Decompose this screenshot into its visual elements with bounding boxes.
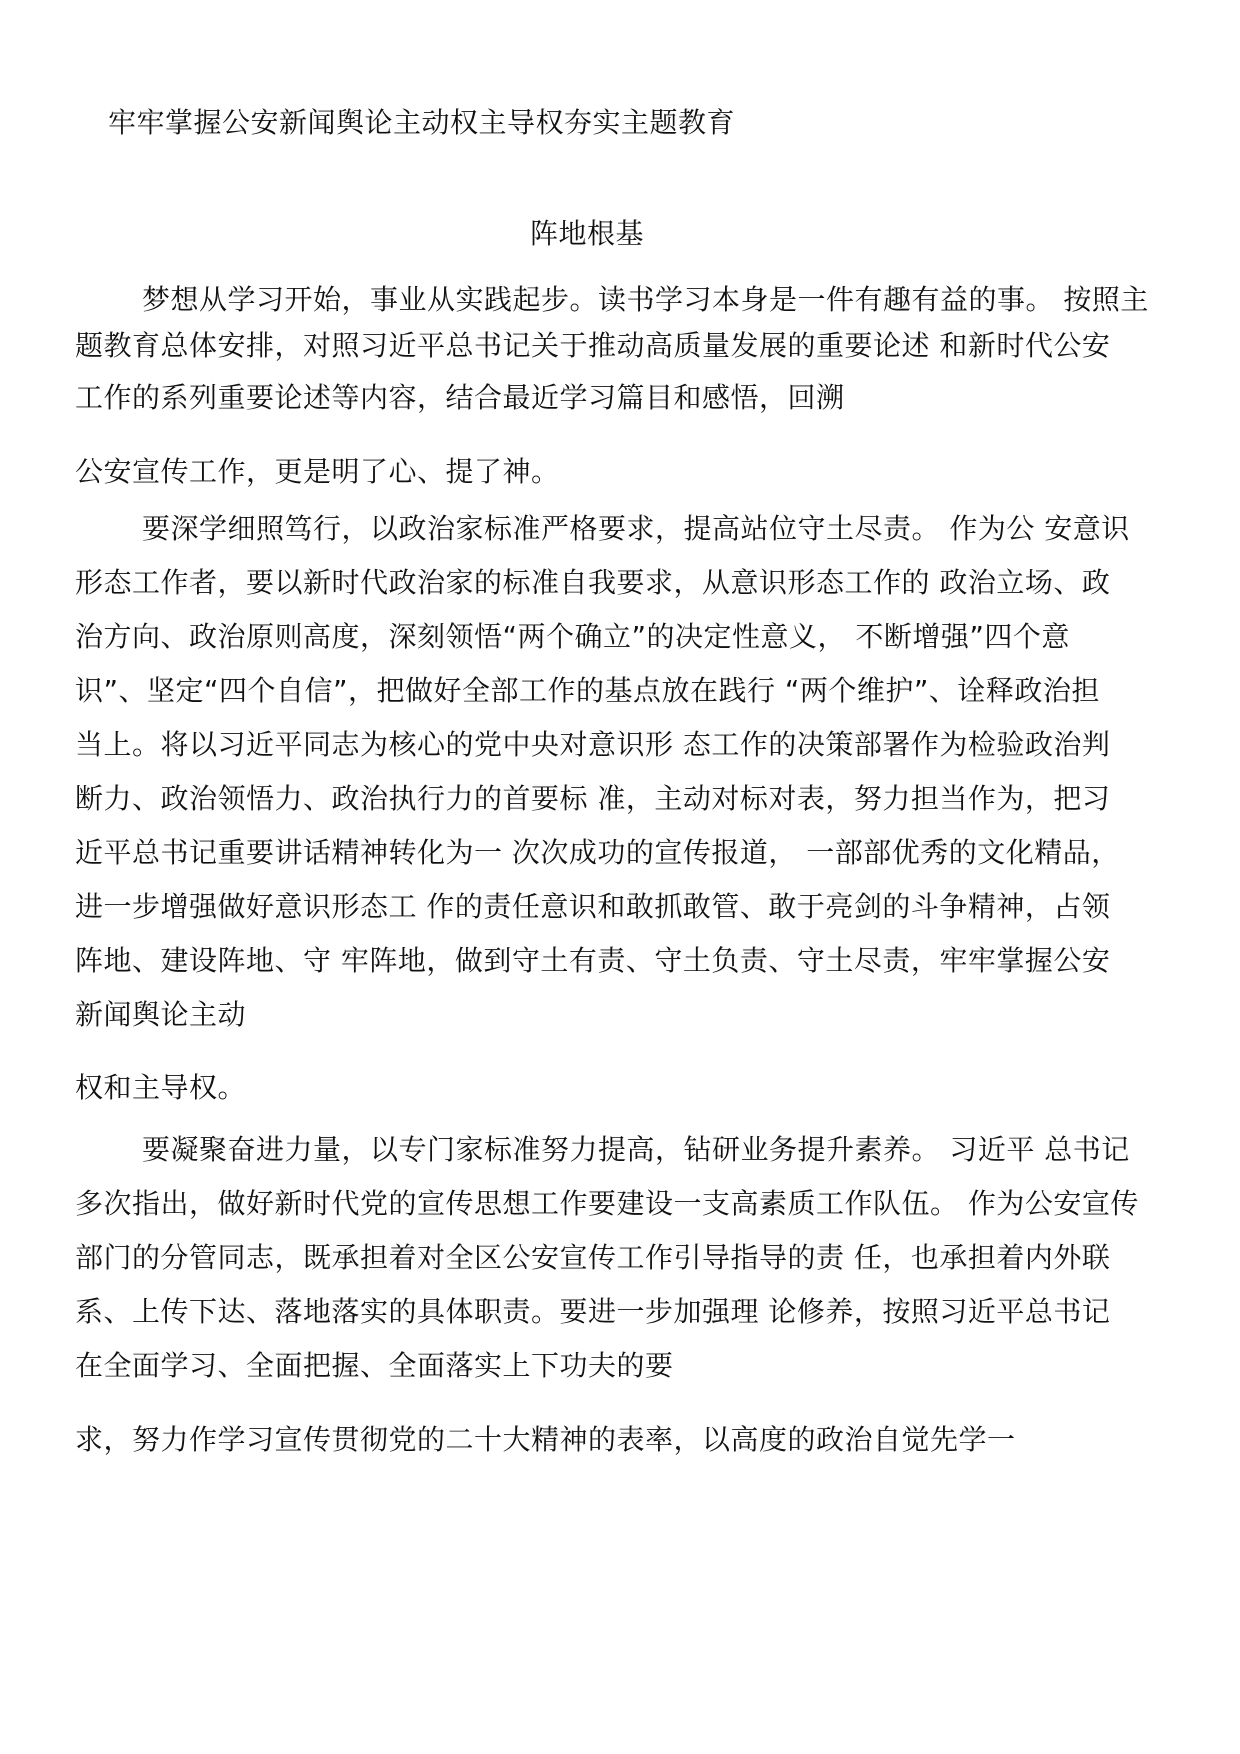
body-text-line: 求，努力作学习宣传贯彻党的二十大精神的表率，以高度的政治自觉先学一 [75,1423,1016,1456]
body-text-line: 公安宣传工作，更是明了心、提了神。 [75,455,560,488]
body-text-line: 形态工作者，要以新时代政治家的标准自我要求，从意识形态工作的 政治立场、政 [75,566,1111,599]
document-title-line-2: 阵地根基 [530,217,645,250]
body-text-line: 断力、政治领悟力、政治执行力的首要标 准，主动对标对表，努力担当作为，把习 [75,782,1111,815]
document-title-line-1: 牢牢掌握公安新闻舆论主动权主导权夯实主题教育 [108,106,736,139]
body-text-line: 要深学细照笃行，以政治家标准严格要求，提高站位守土尽责。 作为公 安意识 [142,512,1130,545]
body-text-line: 多次指出，做好新时代党的宣传思想工作要建设一支高素质工作队伍。 作为公安宣传 [75,1187,1139,1220]
body-text-line: 要凝聚奋进力量，以专门家标准努力提高，钻研业务提升素养。 习近平 总书记 [142,1133,1130,1166]
body-text-line: 阵地、建设阵地、守 牢阵地，做到守土有责、守土负责、守土尽责，牢牢掌握公安 [75,944,1111,977]
body-text-line: 系、上传下达、落地落实的具体职责。要进一步加强理 论修养，按照习近平总书记 [75,1295,1111,1328]
body-text-line: 梦想从学习开始，事业从实践起步。读书学习本身是一件有趣有益的事。 按照主 [142,283,1149,316]
body-text-line: 部门的分管同志，既承担着对全区公安宣传工作引导指导的责 任，也承担着内外联 [75,1241,1111,1274]
body-text-line: 识”、坚定“四个自信”，把做好全部工作的基点放在践行 “两个维护”、诠释政治担 [75,674,1100,707]
body-text-line: 进一步增强做好意识形态工 作的责任意识和敢抓敢管、敢于亮剑的斗争精神，占领 [75,890,1111,923]
body-text-line: 权和主导权。 [75,1071,247,1104]
body-text-line: 新闻舆论主动 [75,998,247,1031]
body-text-line: 题教育总体安排，对照习近平总书记关于推动高质量发展的重要论述 和新时代公安 [75,329,1111,362]
body-text-line: 工作的系列重要论述等内容，结合最近学习篇目和感悟，回溯 [75,381,845,414]
body-text-line: 近平总书记重要讲话精神转化为一 次次成功的宣传报道， 一部部优秀的文化精品， [75,836,1120,869]
body-text-line: 治方向、政治原则高度，深刻领悟“两个确立”的决定性意义， 不断增强”四个意 [75,620,1070,653]
body-text-line: 当上。将以习近平同志为核心的党中央对意识形 态工作的决策部署作为检验政治判 [75,728,1111,761]
body-text-line: 在全面学习、全面把握、全面落实上下功夫的要 [75,1349,674,1382]
